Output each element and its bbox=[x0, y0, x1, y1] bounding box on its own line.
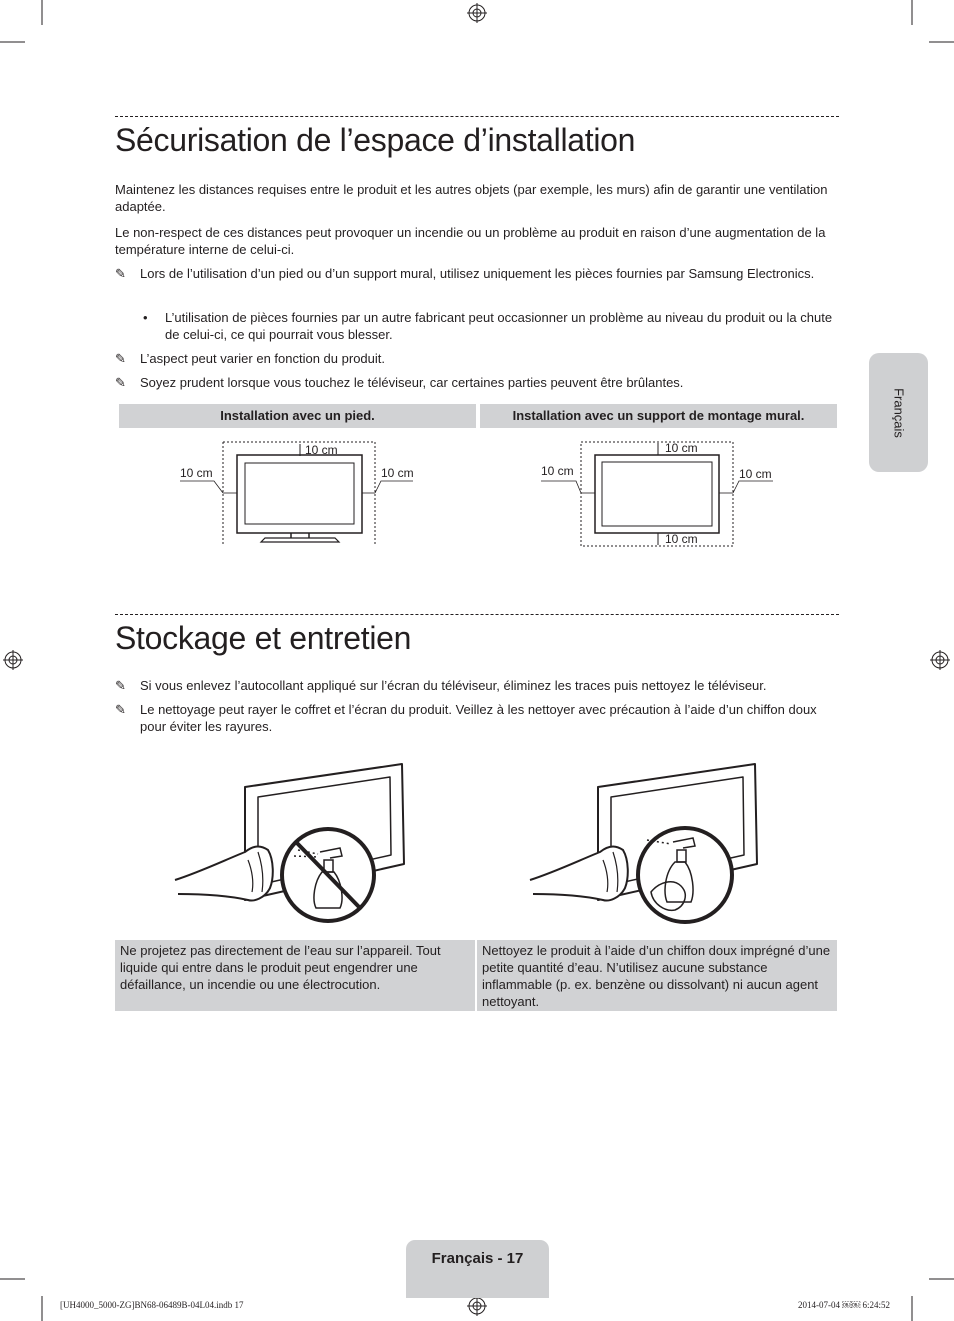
section-title-installation: Sécurisation de l’espace d’installation bbox=[115, 122, 636, 158]
caption-clean-cloth: Nettoyez le produit à l’aide d’un chiffon doux imprégné d’une petite quantité d’eau. N’utilisez aucune substance inflammable (p. ex. benzène ou dissolvant) ni aucun agent nettoyant. bbox=[477, 940, 837, 1011]
wall-right-label: 10 cm bbox=[739, 467, 772, 481]
section-divider bbox=[115, 116, 839, 117]
language-side-tab bbox=[869, 353, 928, 472]
registration-mark-top-icon bbox=[467, 3, 487, 23]
memo-pencil-icon: ✎ bbox=[115, 351, 126, 366]
note-text: L’aspect peut varier en fonction du produit. bbox=[140, 351, 385, 366]
wall-left-label: 10 cm bbox=[541, 464, 574, 478]
page-number-box bbox=[406, 1240, 549, 1298]
soft-cloth-illustration bbox=[525, 760, 765, 930]
language-tab-label: Français bbox=[891, 387, 906, 438]
memo-pencil-icon: ✎ bbox=[115, 266, 126, 281]
stand-installation-diagram bbox=[119, 430, 476, 550]
wall-mount-installation-diagram bbox=[480, 430, 837, 550]
page-number: Français - 17 bbox=[431, 1250, 524, 1267]
note-text: Lors de l’utilisation d’un pied ou d’un support mural, utilisez uniquement les pièces fournies par Samsung Electronics. bbox=[140, 266, 815, 281]
bullet-text: L’utilisation de pièces fournies par un autre fabricant peut occasionner un problème au niveau du produit ou la chute de celui-ci, ce qui pourrait vous blesser. bbox=[165, 310, 833, 342]
footer-timestamp: 2014-07-04 ￼￼ 6:24:52 bbox=[798, 1300, 890, 1310]
section-divider bbox=[115, 614, 839, 615]
registration-mark-bottom-icon bbox=[467, 1296, 487, 1316]
registration-mark-right-icon bbox=[930, 650, 950, 670]
registration-mark-left-icon bbox=[3, 650, 23, 670]
table-header-stand: Installation avec un pied. bbox=[119, 404, 476, 428]
paragraph-distances: Maintenez les distances requises entre le produit et les autres objets (par exemple, les murs) afin de garantir une ventilation adaptée. bbox=[115, 182, 828, 214]
section-title-storage: Stockage et entretien bbox=[115, 620, 412, 656]
caption-no-spray: Ne projetez pas directement de l’eau sur l’appareil. Tout liquide qui entre dans le produit peut engendrer une défaillance, un incendie ou une électrocution. bbox=[115, 940, 475, 1011]
bullet-icon: • bbox=[143, 310, 148, 325]
no-direct-spray-illustration bbox=[170, 760, 410, 930]
stand-left-label: 10 cm bbox=[180, 466, 213, 480]
note-text: Si vous enlevez l’autocollant appliqué sur l’écran du téléviseur, éliminez les traces puis nettoyez le téléviseur. bbox=[140, 678, 767, 693]
note-text: Soyez prudent lorsque vous touchez le téléviseur, car certaines parties peuvent être brûlantes. bbox=[140, 375, 684, 390]
stand-top-label: 10 cm bbox=[305, 443, 338, 457]
memo-pencil-icon: ✎ bbox=[115, 702, 126, 717]
wall-bottom-label: 10 cm bbox=[665, 532, 698, 546]
paragraph-warning: Le non-respect de ces distances peut provoquer un incendie ou un problème au produit en raison d’une augmentation de la température interne de celui-ci. bbox=[115, 225, 826, 257]
table-header-wall-mount: Installation avec un support de montage mural. bbox=[480, 404, 837, 428]
footer-file-info: [UH4000_5000-ZG]BN68-06489B-04L04.indb 17 bbox=[60, 1300, 244, 1310]
stand-right-label: 10 cm bbox=[381, 466, 414, 480]
wall-top-label: 10 cm bbox=[665, 441, 698, 455]
memo-pencil-icon: ✎ bbox=[115, 375, 126, 390]
note-text: Le nettoyage peut rayer le coffret et l’écran du produit. Veillez à les nettoyer avec précaution à l’aide d’un chiffon doux pour éviter les rayures. bbox=[140, 702, 817, 734]
memo-pencil-icon: ✎ bbox=[115, 678, 126, 693]
